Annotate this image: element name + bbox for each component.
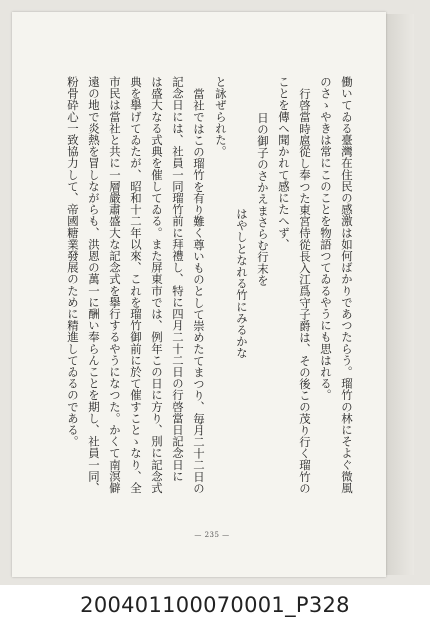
document-page — [12, 12, 386, 577]
text-column-4: ことを傳へ聞かれて感にたへず、 — [277, 76, 291, 250]
text-column-9: 記念日には、社員一同瑠竹前に拜禮し、特に四月二十二日の行啓當日記念日に — [171, 76, 185, 482]
text-column-2: のさゝやきは常にこのことを物語つてゐるやうにも思はれる。 — [319, 76, 333, 401]
page-number: — 235 — — [194, 531, 230, 539]
text-column-10: は盛大なる式典を催してゐる。また屏東市では、例年この日に方り、別に記念式 — [150, 76, 164, 494]
text-column-1: 働いてゐる臺灣在住民の感激は如何ばかりであつたらう。瑠竹の林にそよぐ微風 — [340, 76, 354, 494]
text-column-14: 粉骨砕心一致協力して、帝國糖業發展のために精進してゐるのである。 — [66, 76, 80, 448]
text-column-11: 典を擧げてゐたが、昭和十二年以來、これを瑠竹御前に於て催すことゝなり、全 — [129, 76, 143, 494]
text-column-13: 遠の地で炎熱を冒しながらも、洪恩の萬一に酬い奉らんことを期し、社員一同、 — [87, 76, 101, 494]
text-column-3: 行啓當時扈從し奉つた東宮侍從長入江爲守子爵は、その後この茂り行く瑠竹の — [298, 88, 312, 494]
poem-line-2: はやしとなれる竹にみるかな — [235, 208, 249, 359]
archive-id-caption: 200401100070001_P328 — [80, 593, 350, 617]
text-column-7: と詠ぜられた。 — [214, 76, 228, 158]
poem-line-1: 日の御子のさかえまさらむ行末を — [256, 112, 270, 286]
page-edge-shadow — [386, 14, 414, 575]
vertical-text-block — [12, 12, 386, 577]
text-column-8: 當社ではこの瑠竹を有り難く尊いものとして崇めたてまつり、毎月二十二日の — [192, 88, 206, 494]
text-column-12: 市民は當社と共に一層嚴肅盛大な記念式を擧行するやうになつた。かくて南溟僻 — [108, 76, 122, 494]
